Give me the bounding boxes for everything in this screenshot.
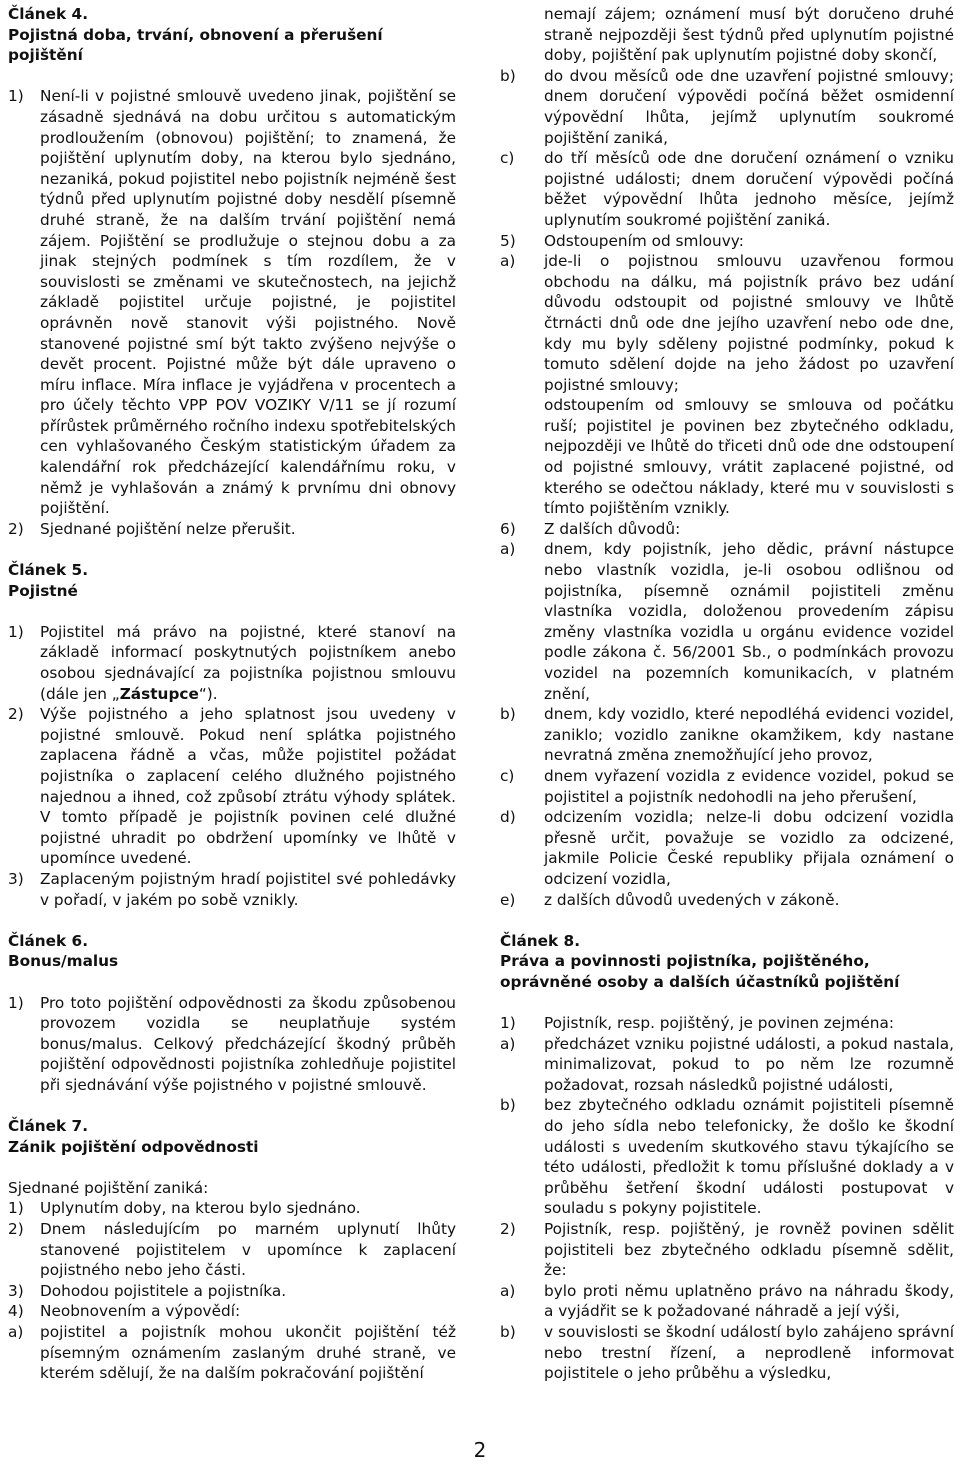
list-item: 1) Uplynutím doby, na kterou bylo sjednáno. — [8, 1199, 361, 1218]
list-item: a) jde-li o pojistnou smlouvu uzavřenou formou obchodu na dálku, má pojistník právo bez udání důvodu odstoupit od pojistné smlouvy ve lhůtě čtrnácti dnů ode dne jejího uzavření nebo ode dne, kdy mu byly sděleny pojistné podmínky, pokud k tomuto sdělení dojde na jeho žádost po uzavření pojistné smlouvy; — [500, 252, 954, 394]
list-item: 2) Dnem následujícím po marném uplynutí lhůty stanovené pojistitelem v upomínce k zaplacení pojistného nebo jeho části. — [8, 1220, 456, 1280]
list-item: 6) Z dalších důvodů: — [500, 519, 681, 538]
list-item: a) bylo proti němu uplatněno právo na náhradu škody, a vyjádřit se k požadované náhradě a její výši, — [500, 1281, 954, 1321]
page-number: 2 — [473, 1438, 487, 1462]
article-8-title: Práva a povinnosti pojistníka, pojištěného, oprávněné osoby a dalších účastníků pojištění — [500, 952, 900, 991]
article-8-number: Článek 8. — [500, 931, 581, 950]
list-item: e) z dalších důvodů uvedených v zákoně. — [500, 890, 840, 909]
list-item: d) odcizením vozidla; nelze-li dobu odcizení vozidla přesně určit, považuje se vozidlo za odcizené, jakmile Policie České republiky přijala oznámení o odcizení vozidla, — [500, 808, 954, 888]
list-item: 3) Dohodou pojistitele a pojistníka. — [8, 1281, 287, 1300]
list-item: a) předcházet vzniku pojistné události, a pokud nastala, minimalizovat, pokud to po něm lze rozumně požadovat, rozsah následků pojistné události, — [500, 1034, 954, 1094]
list-item: 4) Neobnovením a výpovědí: — [8, 1302, 241, 1321]
list-item: c) do tří měsíců ode dne doručení oznámení o vzniku pojistné události; dnem doručení výpovědi počíná běžet výpovědní lhůta jednoho měsíce, jejímž uplynutím soukromé pojištění zaniká. — [500, 149, 954, 229]
list-item: 2) Výše pojistného a jeho splatnost jsou uvedeny v pojistné smlouvě. Pokud není splátka pojistného zaplacena řádně a včas, může pojistitel požádat pojistníka o zaplacení celého dlužného pojistného najednou a ihned, což způsobí ztrátu výhody splátek. V tomto případě je pojistník povinen celé dlužné pojistné uhradit po obdržení upomínky ve lhůtě v upomínce uvedené. — [8, 705, 456, 868]
list-item: a) dnem, kdy pojistník, jeho dědic, právní nástupce nebo vlastník vozidla, je-li osobou odlišnou od pojistníka, písemně oznámil pojistiteli změnu vlastníka vozidla, doloženou provedením zápisu změny vlastníka vozidla u orgánu evidence vozidel podle zákona č. 56/2001 Sb., o podmínkách provozu vozidel na pozemních komunikacích, v platném znění, — [500, 540, 954, 703]
list-item: 1) Pojistitel má právo na pojistné, které stanoví na základě informací poskytnutých pojistníkem anebo osobou sjednávající za pojistníka pojistnou smlouvu (dále jen „Zástupce“). — [8, 622, 456, 703]
left-column — [8, 4, 456, 1384]
list-item: 2) Pojistník, resp. pojištěný, je rovněž povinen sdělit pojistiteli bez zbytečného odkladu písemně sdělit, že: — [500, 1220, 954, 1280]
continuation-text: nemají zájem; oznámení musí být doručeno druhé straně nejpozději šest týdnů před uplynutím pojistné doby, pojištění pak uplynutím pojistné doby skončí, — [544, 5, 954, 65]
list-item: 1) Není-li v pojistné smlouvě uvedeno jinak, pojištění se zásadně sjednává na dobu určitou s automatickým prodloužením (obnovou) pojištění; to znamená, že pojištění uplynutím doby, na kterou bylo sjednáno, nezaniká, pokud pojistitel nebo pojistník nejméně šest týdnů před uplynutím pojistné doby nesdělí písemně druhé straně, že na dalším trvání pojištění nemá zájem. Pojištění se prodlužuje o stejnou dobu a za jinak stejných podmínek s tím rozdílem, že v souvislosti se změnami ve skutečnostech, na jejichž základě pojistitel určuje pojistné, je pojistitel oprávněn nově stanovit výši pojistného. Nově stanovené pojistné smí být takto zvýšeno nejvýše o devět procent. Pojistné může být dále upraveno o míru inflace. Míra inflace je vyjádřena v procentech a pro účely těchto VPP POV VOZIKY V/11 se jí rozumí přírůstek průměrného ročního indexu spotřebitelských cen vyhlašovaného Českým statistickým úřadem za kalendářní rok předcházející kalendářnímu roku, v němž je vyhlašován a známý k prvnímu dni obnovy pojištění. — [8, 87, 456, 518]
defined-term: Zástupce — [119, 684, 199, 703]
list-item: 1) Pro toto pojištění odpovědnosti za škodu způsobenou provozem vozidla se neuplatňuje systém bonus/malus. Celkový předcházející škodný průběh pojištění odpovědnosti pojistníka zohledňuje pojistitel při sjednávání výše pojistného v pojistné smlouvě. — [8, 993, 456, 1094]
article-6-title: Bonus/malus — [8, 952, 119, 971]
list-item: a) pojistitel a pojistník mohou ukončit pojištění též písemným oznámením zaslaným druhé straně, ve kterém sdělují, že na dalším pokračování pojištění — [8, 1323, 456, 1383]
list-item: 5) Odstoupením od smlouvy: — [500, 231, 744, 250]
list-item: 2) Sjednané pojištění nelze přerušit. — [8, 519, 296, 538]
list-item: b) do dvou měsíců ode dne uzavření pojistné smlouvy; dnem doručení výpovědi počíná běžet osmidenní výpovědní lhůta, jejímž uplynutím soukromé pojištění zaniká, — [500, 66, 954, 147]
right-column — [500, 4, 954, 1384]
list-item: b) v souvislosti se škodní událostí bylo zahájeno správní nebo trestní řízení, a neprodleně informovat pojistitele o jeho průběhu a výsledku, — [500, 1323, 954, 1383]
article-5-number: Článek 5. — [8, 561, 89, 580]
list-item: 1) Pojistník, resp. pojištěný, je povinen zejména: — [500, 1014, 895, 1033]
list-item: b) dnem, kdy vozidlo, které nepodléhá evidenci vozidel, zaniklo; vozidlo zanikne okamžikem, kdy nastane nevratná změna znemožňující jeho provoz, — [500, 705, 954, 765]
article-6-number: Článek 6. — [8, 931, 89, 950]
list-item: c) dnem vyřazení vozidla z evidence vozidel, pokud se pojistitel a pojistník nedohodli na jeho přerušení, — [500, 766, 954, 806]
continuation-text: odstoupením od smlouvy se smlouva od počátku ruší; pojistitel je povinen bez zbytečného odkladu, nejpozději ve lhůtě do třiceti dnů ode dne odstoupení od pojistné smlouvy, vrátit zaplacené pojistné, od kterého se odečtou náklady, které mu v souvislosti s tímto pojištěním vznikly. — [544, 396, 954, 518]
list-item: b) bez zbytečného odkladu oznámit pojistiteli písemně do jeho sídla nebo telefonicky, že došlo ke škodní události s uvedením skutkového stavu týkajícího se této události, předložit k tomu příslušné doklady a v průběhu šetření škodní události postupovat v souladu s pokyny pojistitele. — [500, 1096, 954, 1218]
article-7-number: Článek 7. — [8, 1117, 89, 1136]
article-7-intro: Sjednané pojištění zaniká: — [8, 1178, 209, 1197]
article-7-title: Zánik pojištění odpovědnosti — [8, 1137, 259, 1156]
article-4-number: Článek 4. — [8, 5, 89, 23]
article-4-title: Pojistná doba, trvání, obnovení a přerušení pojištění — [8, 25, 383, 65]
list-item: 3) Zaplaceným pojistným hradí pojistitel své pohledávky v pořadí, v jakém po sobě vznikly. — [8, 869, 456, 909]
article-5-title: Pojistné — [8, 581, 78, 600]
